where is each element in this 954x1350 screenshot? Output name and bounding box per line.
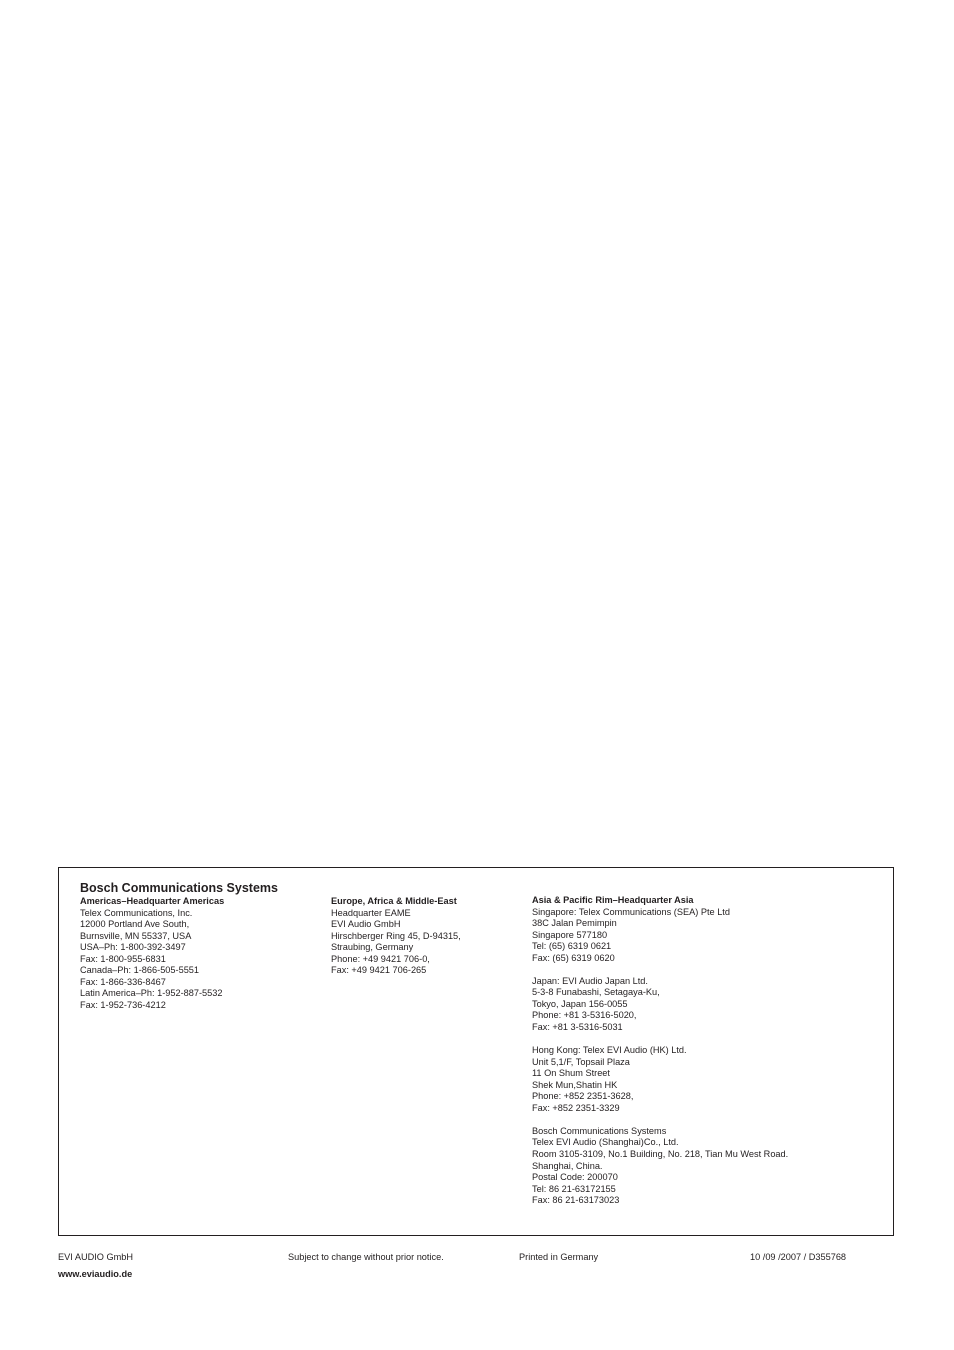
asia-line: Hong Kong: Telex EVI Audio (HK) Ltd. (532, 1045, 687, 1056)
company-title: Bosch Communications Systems (80, 881, 278, 895)
americas-line: Canada–Ph: 1-866-505-5551 (80, 965, 200, 976)
asia-line: Unit 5,1/F, Topsail Plaza (532, 1056, 630, 1067)
americas-line: Latin America–Ph: 1-952-887-5532 (80, 988, 223, 999)
europe-heading: Europe, Africa & Middle-East (331, 896, 457, 906)
asia-shanghai-block (532, 1126, 788, 1207)
footer-notice: Subject to change without prior notice. (288, 1252, 444, 1262)
asia-line: 11 On Shum Street (532, 1068, 610, 1079)
asia-contact (532, 895, 788, 1207)
asia-line: Phone: +852 2351-3628, (532, 1091, 634, 1102)
asia-line: Phone: +81 3-5316-5020, (532, 1010, 637, 1021)
asia-line: Tokyo, Japan 156-0055 (532, 998, 628, 1009)
europe-line: EVI Audio GmbH (331, 919, 401, 930)
footer-website-link[interactable]: www.eviaudio.de (58, 1269, 133, 1279)
footer-company: EVI AUDIO GmbH (58, 1252, 134, 1262)
americas-line: Burnsville, MN 55337, USA (80, 930, 192, 941)
asia-line: Room 3105-3109, No.1 Building, No. 218, Tian Mu West Road. (532, 1149, 789, 1160)
asia-heading: Asia & Pacific Rim–Headquarter Asia (532, 895, 694, 905)
americas-line: Fax: 1-866-336-8467 (80, 976, 166, 987)
asia-line: Fax: 86 21-63173023 (532, 1195, 620, 1206)
asia-line: Fax: +852 2351-3329 (532, 1102, 620, 1113)
asia-line: Bosch Communications Systems (532, 1125, 667, 1136)
americas-contact (80, 896, 224, 1011)
americas-heading: Americas–Headquarter Americas (80, 896, 225, 906)
asia-line: Japan: EVI Audio Japan Ltd. (532, 975, 648, 986)
asia-singapore-block (532, 895, 788, 964)
asia-line: Tel: 86 21-63172155 (532, 1183, 616, 1194)
footer-printed: Printed in Germany (519, 1252, 599, 1262)
asia-line: Singapore 577180 (532, 929, 608, 940)
asia-line: Fax: (65) 6319 0620 (532, 952, 615, 963)
asia-line: 5-3-8 Funabashi, Setagaya-Ku, (532, 987, 660, 998)
americas-line: Telex Communications, Inc. (80, 907, 193, 918)
europe-line: Straubing, Germany (331, 942, 414, 953)
asia-hongkong-block (532, 1045, 788, 1114)
asia-line: Postal Code: 200070 (532, 1172, 618, 1183)
europe-line: Phone: +49 9421 706-0, (331, 953, 430, 964)
asia-line: Fax: +81 3-5316-5031 (532, 1022, 623, 1033)
asia-line: Shanghai, China. (532, 1160, 603, 1171)
footer-date-code: 10 /09 /2007 / D355768 (750, 1252, 847, 1262)
europe-line: Hirschberger Ring 45, D-94315, (331, 930, 461, 941)
americas-line: USA–Ph: 1-800-392-3497 (80, 942, 186, 953)
asia-line: Tel: (65) 6319 0621 (532, 941, 612, 952)
asia-japan-block (532, 976, 788, 1034)
europe-line: Headquarter EAME (331, 907, 411, 918)
europe-line: Fax: +49 9421 706-265 (331, 965, 427, 976)
asia-line: 38C Jalan Pemimpin (532, 918, 617, 929)
asia-line: Telex EVI Audio (Shanghai)Co., Ltd. (532, 1137, 679, 1148)
asia-line: Shek Mun,Shatin HK (532, 1079, 618, 1090)
americas-line: 12000 Portland Ave South, (80, 919, 190, 930)
americas-line: Fax: 1-952-736-4212 (80, 999, 166, 1010)
europe-contact (331, 896, 461, 977)
americas-line: Fax: 1-800-955-6831 (80, 953, 166, 964)
asia-line: Singapore: Telex Communications (SEA) Pte Ltd (532, 906, 730, 917)
